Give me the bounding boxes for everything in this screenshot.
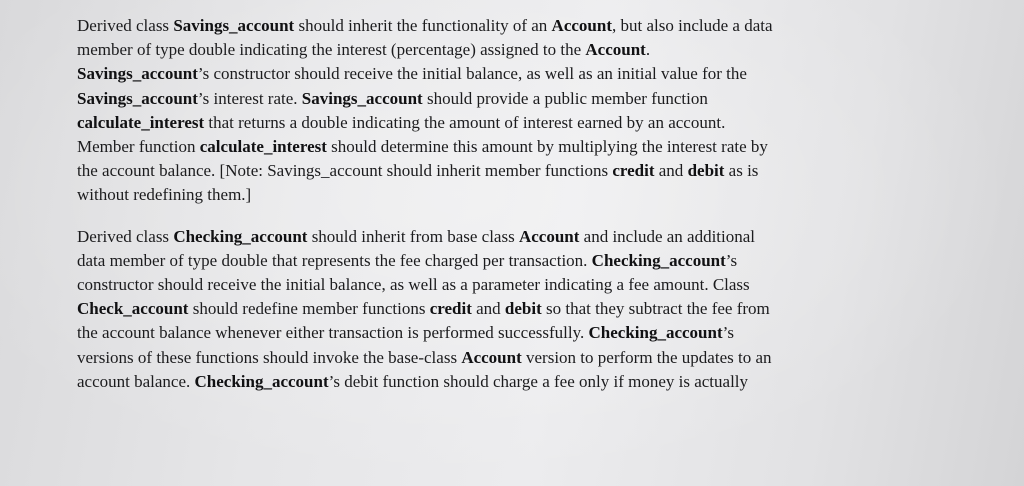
bold-term: Savings_account [77,64,198,84]
text-line [77,87,927,111]
bold-term: credit [429,299,472,319]
text-run: versions of these functions should invoke the base-class [77,347,462,367]
bold-term: Checking_account [588,323,723,343]
text-run: should determine this amount by multiplying the interest rate by [326,137,768,157]
bold-term: Savings_account [77,88,198,108]
text-run: as is [724,161,759,181]
bold-term: Savings_account [301,88,423,108]
bold-term: calculate_interest [199,137,327,157]
text-line [77,14,927,38]
text-line [77,111,927,135]
bold-term: Savings_account [173,16,295,35]
bold-term: Check_account [77,299,189,319]
paragraph-1 [77,14,927,208]
text-run: ’s [725,250,738,270]
text-run: and include an additional [579,226,756,246]
text-run: Derived class [77,226,174,246]
text-run: ’s [722,323,734,343]
text-run: should provide a public member function [422,88,708,108]
bold-term: Checking_account [591,250,726,270]
bold-term: Account [585,40,646,60]
bold-term: Account [461,347,522,367]
text-line [77,346,927,370]
text-run: should redefine member functions [188,299,430,319]
bold-term: credit [612,161,655,181]
text-run: account balance. [77,371,195,391]
bold-term: Account [518,226,580,246]
bold-term: debit [504,299,542,319]
text-run: . [645,40,651,60]
document-text [77,14,927,394]
text-run: ’s debit function should charge a fee only if money is actually [328,371,749,391]
text-run: the account balance whenever either transaction is performed successfully. [77,323,589,343]
text-run: without redefining them.] [77,185,252,205]
text-run: and [471,299,505,319]
text-line [77,62,927,86]
text-line [77,297,927,321]
bold-term: Checking_account [194,371,329,391]
text-run: should inherit the functionality of an [294,16,552,35]
text-line [77,370,927,394]
text-line [77,249,927,273]
text-run: version to perform the updates to an [521,347,772,367]
text-run: data member of type double that represents the fee charged per transaction. [77,250,592,270]
text-run: ’s interest rate. [197,88,302,108]
text-run: should inherit from base class [307,226,519,246]
bold-term: debit [687,161,725,181]
text-line [77,135,927,159]
bold-term: Checking_account [173,226,308,246]
bold-term: Account [551,16,612,35]
text-run: member of type double indicating the interest (percentage) assigned to the [77,40,586,60]
text-line [77,225,927,249]
text-run: , but also include a data [612,16,773,35]
text-line [77,273,927,297]
text-run: so that they subtract the fee from [541,299,770,319]
paragraph-2 [77,225,927,394]
text-run: and [654,161,688,181]
text-line [77,321,927,345]
text-run: constructor should receive the initial balance, as well as a parameter indicating a fee amount. Class [77,275,750,295]
text-run: Derived class [77,16,174,35]
text-line [77,38,927,62]
text-run: ’s constructor should receive the initial balance, as well as an initial value for the [197,64,747,84]
text-line [77,183,927,207]
text-run: that returns a double indicating the amount of interest earned by an account. [204,112,726,132]
text-line [77,159,927,183]
bold-term: calculate_interest [77,112,205,132]
text-run: Member function [77,137,200,157]
text-run: the account balance. [Note: Savings_account should inherit member functions [77,161,613,181]
